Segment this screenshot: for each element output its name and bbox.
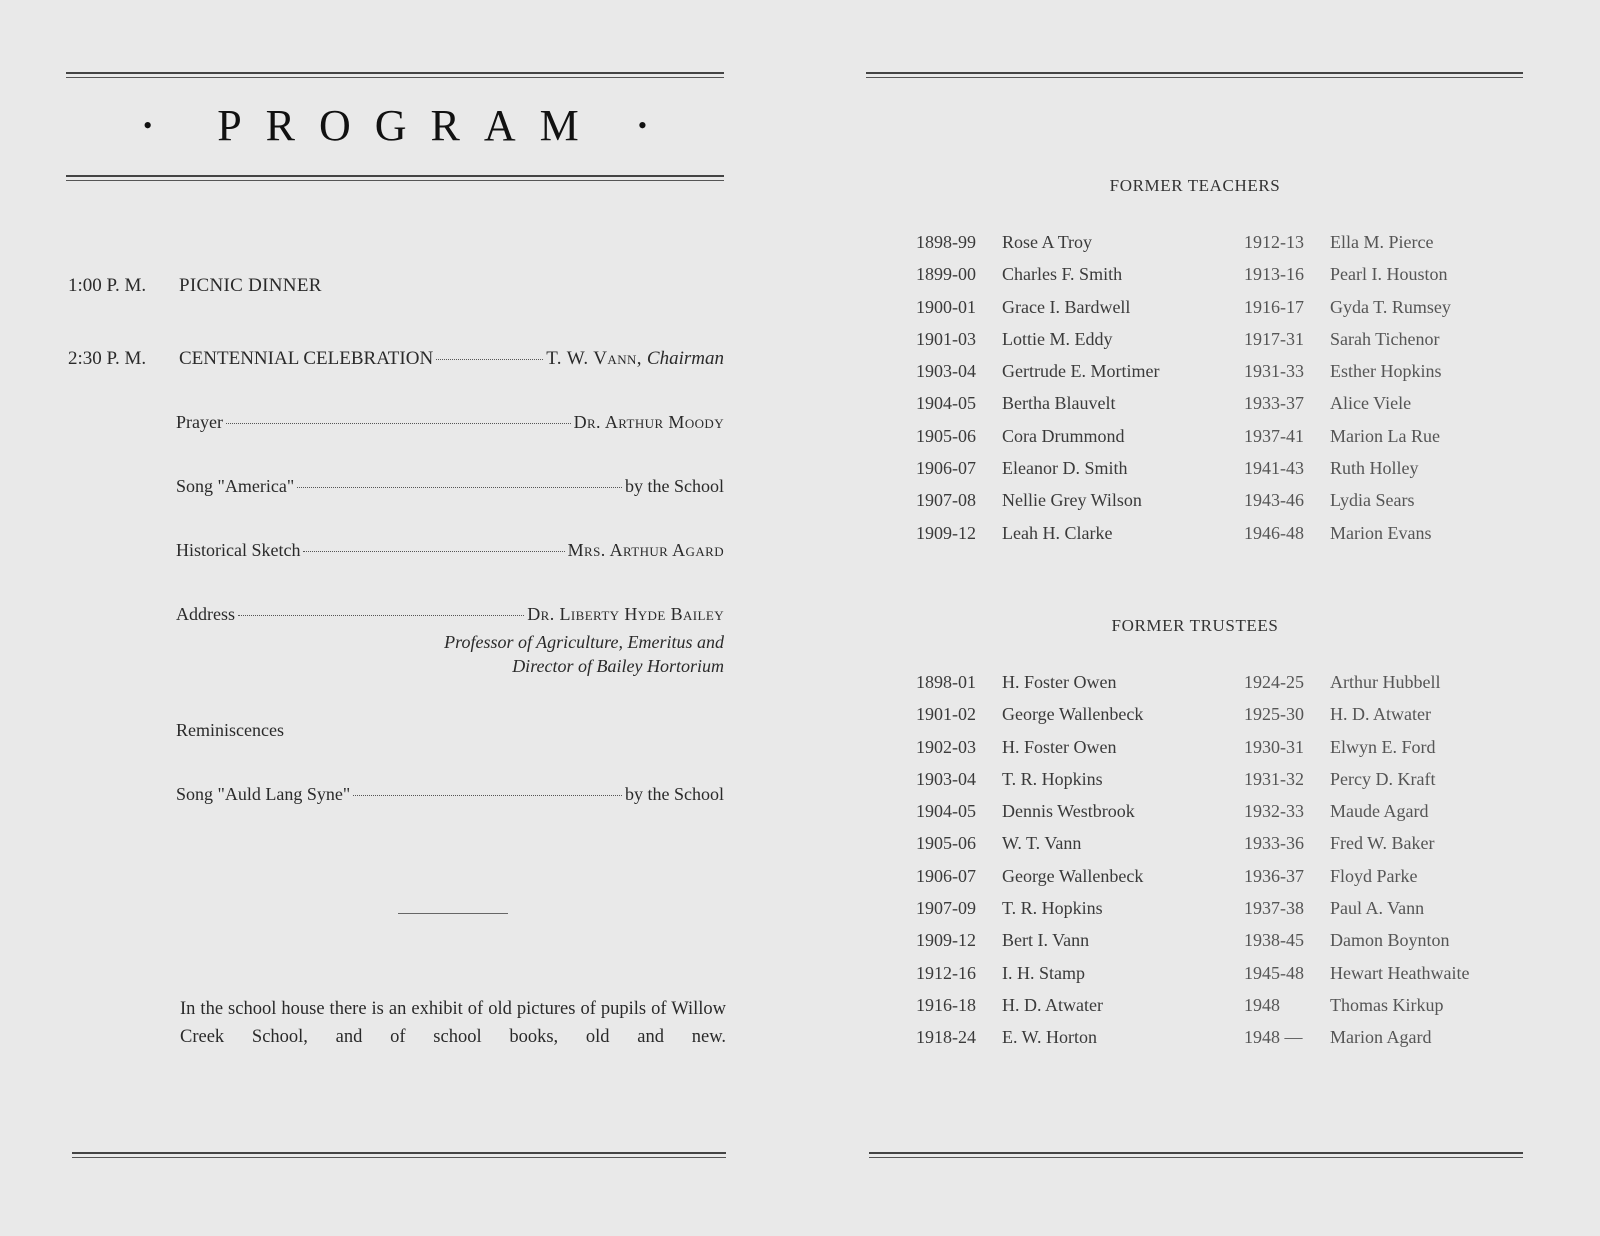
title-under-rule [66,175,724,177]
term-years: 1902-03 [916,736,976,757]
trustee-entry [1244,737,1469,769]
term-years: 1904-05 [916,801,976,822]
term-years: 1907-09 [916,898,976,919]
person-name: Dennis Westbrook [1002,801,1135,822]
person-name: Hewart Heathwaite [1330,962,1470,983]
term-years: 1905-06 [916,425,976,446]
item-label: Historical Sketch [176,540,301,560]
teacher-entry [916,393,1159,425]
person-name: Pearl I. Houston [1330,264,1448,285]
term-years: 1948 [1244,994,1280,1015]
program-item-song-america [176,476,724,497]
term-years: 1943-46 [1244,490,1304,511]
person-name: Cora Drummond [1002,425,1125,446]
teacher-entry [1244,329,1451,361]
term-years: 1903-04 [916,768,976,789]
trustees-heading: FORMER TRUSTEES [1111,616,1279,635]
person-name: Bertha Blauvelt [1002,393,1116,414]
teacher-entry [916,458,1159,490]
term-years: 1913-16 [1244,264,1304,285]
trustee-entry [1244,769,1469,801]
term-years: 1933-36 [1244,833,1304,854]
item-label: Prayer [176,412,223,432]
person-name: E. W. Horton [1002,1027,1098,1048]
item-performer: by the School [625,476,724,496]
event-time-celebration: 2:30 P. M. [68,348,147,369]
trustee-entry [916,866,1143,898]
dot-leader [238,615,524,616]
person-name: Lottie M. Eddy [1002,328,1113,349]
person-name: Esther Hopkins [1330,361,1442,382]
term-years: 1925-30 [1244,704,1304,725]
person-name: Alice Viele [1330,393,1412,414]
dot-leader [297,487,622,488]
trustee-entry [916,704,1143,736]
trustee-entry [916,898,1143,930]
term-years: 1898-01 [916,672,976,692]
term-years: 1945-48 [1244,962,1304,983]
person-name: H. D. Atwater [1002,994,1103,1015]
teacher-entry [1244,490,1451,522]
item-performer: Dr. Arthur Moody [573,412,724,432]
item-performer: Mrs. Arthur Agard [567,540,724,560]
bottom-rule-right [869,1152,1523,1154]
chairman-name: T. W. Vann, [546,348,642,369]
trustee-entry [916,672,1143,704]
person-name: Grace I. Bardwell [1002,296,1131,317]
person-name: Marion Evans [1330,522,1432,543]
person-name: Charles F. Smith [1002,264,1123,285]
trustee-entry [1244,866,1469,898]
teachers-left-column [916,232,1159,555]
section-divider [398,913,508,914]
dot-leader [303,551,564,552]
term-years: 1937-38 [1244,898,1304,919]
bottom-rule-left [72,1152,726,1154]
term-years: 1906-07 [916,865,976,886]
program-item-song-auld-lang-syne [176,784,724,805]
term-years: 1924-25 [1244,672,1304,692]
dot-leader [226,423,571,424]
term-years: 1932-33 [1244,801,1304,822]
event-time-dinner: 1:00 P. M. [68,275,147,296]
trustee-entry [1244,801,1469,833]
person-name: George Wallenbeck [1002,865,1144,886]
person-name: Damon Boynton [1330,930,1450,951]
term-years: 1917-31 [1244,328,1304,349]
trustee-entry [1244,672,1469,704]
teacher-entry [1244,264,1451,296]
trustee-entry [1244,1027,1469,1059]
teacher-entry [1244,458,1451,490]
trustee-entry [916,1027,1143,1059]
item-label: Address [176,604,235,624]
item-label: Reminiscences [176,720,284,740]
term-years: 1912-16 [916,962,976,983]
item-label: Song "Auld Lang Syne" [176,784,351,804]
person-name: Percy D. Kraft [1330,768,1436,789]
term-years: 1900-01 [916,296,976,317]
teacher-entry [916,523,1159,555]
person-name: I. H. Stamp [1002,962,1085,983]
teacher-entry [1244,232,1451,264]
teacher-entry [916,297,1159,329]
event-name-celebration: CENTENNIAL CELEBRATION [179,348,434,369]
term-years: 1931-33 [1244,361,1304,382]
term-years: 1909-12 [916,522,976,543]
trustee-entry [916,995,1143,1027]
person-name: Sarah Tichenor [1330,328,1440,349]
term-years: 1912-13 [1244,232,1304,252]
term-years: 1936-37 [1244,865,1304,886]
teacher-entry [1244,393,1451,425]
term-years: 1916-17 [1244,296,1304,317]
program-item-reminiscences [176,720,724,741]
trustee-entry [1244,930,1469,962]
chairman-title: Chairman [646,348,724,369]
term-years: 1931-32 [1244,768,1304,789]
teacher-entry [1244,297,1451,329]
trustee-entry [1244,833,1469,865]
person-name: H. Foster Owen [1002,672,1117,692]
term-years: 1909-12 [916,930,976,951]
term-years: 1918-24 [916,1027,976,1048]
person-name: Marion Agard [1330,1027,1432,1048]
teacher-entry [1244,426,1451,458]
item-performer: by the School [625,784,724,804]
term-years: 1904-05 [916,393,976,414]
speaker-credit-line2: Director of Bailey Hortorium [512,656,724,676]
dot-leader [353,795,622,796]
trustee-entry [1244,704,1469,736]
teachers-heading: FORMER TEACHERS [1109,176,1281,195]
person-name: George Wallenbeck [1002,704,1144,725]
ornament-dot-left: • [143,110,153,140]
person-name: H. Foster Owen [1002,736,1117,757]
teacher-entry [916,490,1159,522]
event-name-dinner: PICNIC DINNER [179,275,322,296]
speaker-credit-line1: Professor of Agriculture, Emeritus and [444,632,724,652]
item-label: Song "America" [176,476,295,496]
program-title [66,100,724,151]
top-rule-left [66,72,724,74]
person-name: Ella M. Pierce [1330,232,1434,252]
teacher-entry [916,232,1159,264]
teacher-entry [916,426,1159,458]
trustees-right-column [1244,672,1469,1060]
trustee-entry [916,963,1143,995]
person-name: Lydia Sears [1330,490,1415,511]
person-name: Leah H. Clarke [1002,522,1113,543]
person-name: H. D. Atwater [1330,704,1431,725]
term-years: 1898-99 [916,232,976,252]
person-name: Marion La Rue [1330,425,1440,446]
term-years: 1941-43 [1244,458,1304,479]
term-years: 1906-07 [916,458,976,479]
trustee-entry [1244,995,1469,1027]
person-name: Rose A Troy [1002,232,1093,252]
exhibit-note: In the school house there is an exhibit of old pictures of pupils of Willow Creek School, and of school books, old and new. [180,999,726,1047]
term-years: 1916-18 [916,994,976,1015]
person-name: Bert I. Vann [1002,930,1090,951]
person-name: Maude Agard [1330,801,1429,822]
program-item-prayer [176,412,724,433]
trustee-entry [916,737,1143,769]
person-name: Floyd Parke [1330,865,1418,886]
teacher-entry [916,361,1159,393]
person-name: Fred W. Baker [1330,833,1435,854]
term-years: 1903-04 [916,361,976,382]
term-years: 1930-31 [1244,736,1304,757]
item-performer: Dr. Liberty Hyde Bailey [527,604,724,624]
term-years: 1901-03 [916,328,976,349]
person-name: Elwyn E. Ford [1330,736,1436,757]
term-years: 1938-45 [1244,930,1304,951]
term-years: 1933-37 [1244,393,1304,414]
person-name: Gyda T. Rumsey [1330,296,1451,317]
term-years: 1899-00 [916,264,976,285]
trustees-left-column [916,672,1143,1060]
program-title-text: PROGRAM [217,101,603,150]
term-years: 1901-02 [916,704,976,725]
term-years: 1905-06 [916,833,976,854]
person-name: T. R. Hopkins [1002,768,1103,789]
trustee-entry [916,833,1143,865]
term-years: 1907-08 [916,490,976,511]
person-name: Ruth Holley [1330,458,1419,479]
ornament-dot-right: • [637,110,647,140]
teacher-entry [1244,523,1451,555]
teacher-entry [916,329,1159,361]
term-years: 1948 — [1244,1027,1303,1048]
trustee-entry [916,769,1143,801]
program-item-historical-sketch [176,540,724,561]
teacher-entry [916,264,1159,296]
dot-leader [436,359,543,360]
trustee-entry [916,801,1143,833]
term-years: 1946-48 [1244,522,1304,543]
person-name: Thomas Kirkup [1330,994,1444,1015]
top-rule-right [866,72,1523,74]
person-name: Gertrude E. Mortimer [1002,361,1160,382]
trustee-entry [916,930,1143,962]
term-years: 1937-41 [1244,425,1304,446]
event-celebration [179,348,724,370]
trustee-entry [1244,898,1469,930]
program-item-address [176,604,724,625]
person-name: Paul A. Vann [1330,898,1425,919]
teachers-right-column [1244,232,1451,555]
person-name: W. T. Vann [1002,833,1082,854]
person-name: Nellie Grey Wilson [1002,490,1142,511]
person-name: T. R. Hopkins [1002,898,1103,919]
person-name: Eleanor D. Smith [1002,458,1128,479]
person-name: Arthur Hubbell [1330,672,1441,692]
teacher-entry [1244,361,1451,393]
trustee-entry [1244,963,1469,995]
